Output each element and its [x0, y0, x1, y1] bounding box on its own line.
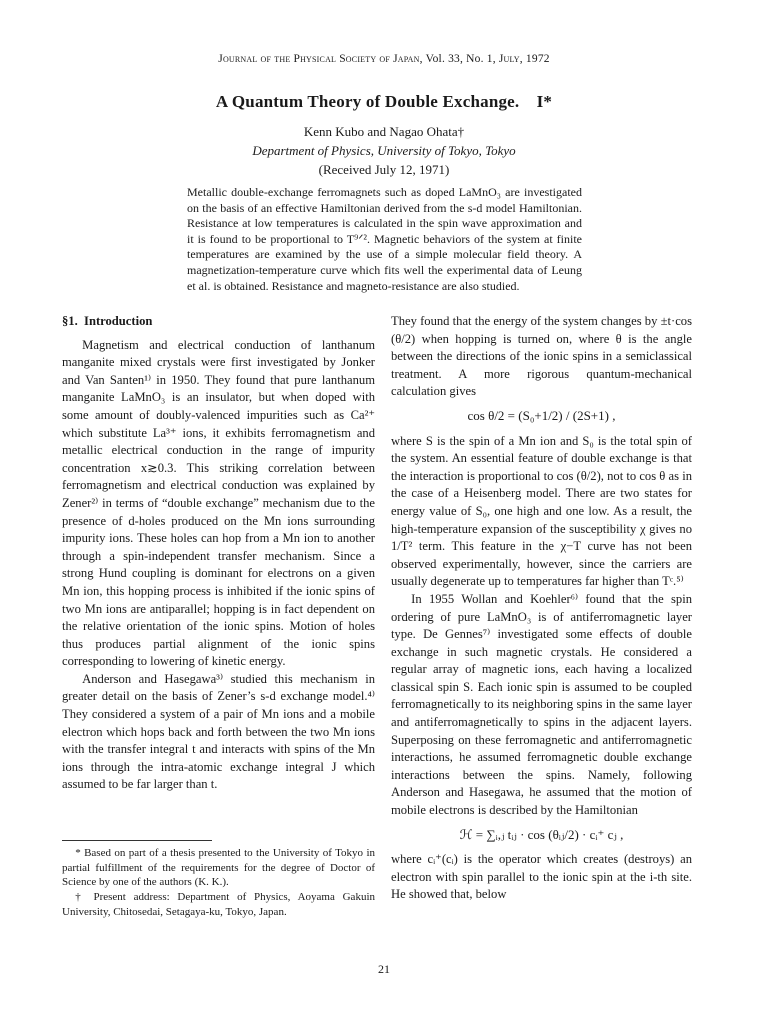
- equation-cos: cos θ/2 = (S₀+1/2) / (2S+1) ,: [467, 407, 616, 423]
- footnotes: [62, 846, 375, 920]
- abstract-text: Metallic double-exchange ferromagnets such as doped LaMnO₃ are investigated on the basis of an effective Hamiltonian derived from the s-d model Hamiltonian. Resistance at low temperatures is calculated in the spin wave approximation and it is found to be proportional to T⁹ᐟ². Magnetic behaviors of the system at finite temperatures are examined by the use of a simple molecular field theory. A magnetization-temperature curve which fits well the experimental data of Leung et al. is obtained. Resistance and magneto-resistance are also studied.: [187, 185, 582, 293]
- journal-name: Journal of the Physical Society of Japan: [218, 53, 420, 65]
- footnote: * Based on part of a thesis presented to the University of Tokyo in partial fulfillment of the requirements for the degree of Doctor of Science by one of the authors (K. K.).: [62, 847, 375, 889]
- paragraph: where cᵢ⁺(cᵢ) is the operator which creates (destroys) an electron with spin parallel to the ionic spin at the i-th site. He showed that, below: [391, 852, 692, 902]
- abstract: [187, 185, 582, 294]
- volume-issue: , Vol. 33, No. 1,: [419, 53, 499, 65]
- paragraph: Anderson and Hasegawa³⁾ studied this mechanism in greater detail on the basis of Zener’s s-d exchange model.⁴⁾ They considered a system of a pair of Mn ions and a mobile electron which hops back and forth between the two Mn ions with the transfer integral t and interacts with spins of the Mn ions through the intra-atomic exchange integral J which assumed to be far larger than t.: [62, 671, 375, 792]
- page-number: 21: [378, 962, 390, 976]
- authors: Kenn Kubo and Nagao Ohata†: [303, 124, 465, 139]
- equation-hamiltonian: ℋ = ∑ᵢ,ⱼ tᵢⱼ · cos (θᵢⱼ/2) · cᵢ⁺ cⱼ ,: [459, 826, 624, 842]
- paragraph: Magnetism and electrical conduction of lanthanum manganite mixed crystals were first investigated by Jonker and Van Santen¹⁾ in 1950. They found that pure lanthanum manganite LaMnO₃ is an insulator, but when doped with some amount of doubly-valenced impurities such as Ca²⁺ which substitute La³⁺ ions, it exhibits ferromagnetism and metallic electrical conduction in the range of impurity concentration x≳0.3. This striking correlation between ferromagnetism and electrical conduction was explained by Zener²⁾ in terms of “double exchange” mechanism due to the presence of d-holes produced on the Mn ions surrounding impurity ions. These holes can hop from a Mn ion to another through a spin-independent transfer mechanism. Since a strong Hund coupling is dominant for electrons on a given Mn ion, this hopping process is inhibited if the ionic spins of two Mn ions are antiparallel; hopping is in fact dependent on the relative orientation of the ionic spins. Motion of holes thus produces partial alignment of the ionic spins corresponding to lowering of kinetic energy.: [62, 337, 375, 669]
- right-column: [391, 313, 692, 904]
- affiliation: Department of Physics, University of Tokyo, Tokyo: [252, 143, 516, 158]
- paper-title: A Quantum Theory of Double Exchange. I*: [215, 92, 553, 111]
- footnote: † Present address: Department of Physics, Aoyama Gakuin University, Chitosedai, Setagaya-ku, Tokyo, Japan.: [62, 891, 375, 918]
- paragraph: They found that the energy of the system changes by ±t·cos (θ/2) when hopping is turned on, where θ is the angle between the directions of the ionic spins in a semiclassical treatment. A more rigorous quantum-mechanical calculation gives: [391, 314, 692, 399]
- paragraph: In 1955 Wollan and Koehler⁶⁾ found that the spin ordering of pure LaMnO₃ is of antiferromagnetic layer type. De Gennes⁷⁾ investigated some effects of double exchange in such magnetic crystals. He considered a regular array of magnetic ions, each having a localized classical spin S. Each ionic spin is assumed to be coupled ferromagnetically to its neighboring spins in the same layer and antiferromagnetically to spins in the adjacent layers. Superposing on these ferromagnetic and antiferromagnetic interactions, he assumed ferromagnetic double exchange interactions between the spins. Namely, following Anderson and Hasegawa, he assumed that the motion of mobile electrons is described by the Hamiltonian: [391, 591, 692, 818]
- received-date: (Received July 12, 1971): [318, 162, 450, 177]
- section-heading: §1. Introduction: [62, 314, 153, 328]
- issue-month: July: [498, 53, 520, 65]
- footnote-divider: [62, 840, 212, 841]
- paragraph: where S is the spin of a Mn ion and S₀ is the total spin of the system. An essential feature of double exchange is that the interaction is proportional to cos (θ/2), not to cos θ as in the case of a Heisenberg model. There are two states for energy value of S₀, one high and one low. As a result, the high-temperature expansion of the susceptibility χ gives no 1/T² term. This feature in the χ−T curve has not been observed experimentally, however, since the carriers are usually degenerate up to temperatures far higher than Tᶜ.⁵⁾: [391, 433, 692, 589]
- journal-header: [0, 53, 768, 65]
- issue-year: , 1972: [519, 53, 550, 65]
- left-column: [62, 313, 375, 794]
